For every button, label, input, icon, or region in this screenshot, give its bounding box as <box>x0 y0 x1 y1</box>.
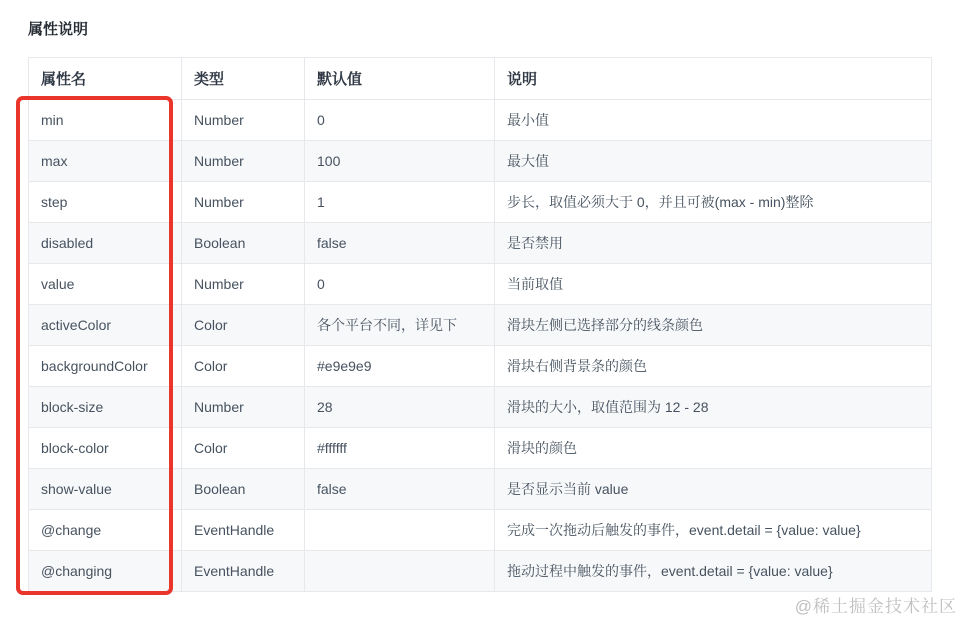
cell-default-value: 0 <box>305 264 495 305</box>
cell-description: 滑块的颜色 <box>495 428 932 469</box>
cell-prop-name: disabled <box>29 223 182 264</box>
header-cell-description: 说明 <box>495 58 932 100</box>
table-row <box>29 428 932 469</box>
cell-prop-name: max <box>29 141 182 182</box>
header-cell-default-value: 默认值 <box>305 58 495 100</box>
cell-prop-name: backgroundColor <box>29 346 182 387</box>
table-row <box>29 510 932 551</box>
cell-default-value: false <box>305 223 495 264</box>
watermark: @稀土掘金技术社区 <box>794 597 957 616</box>
cell-type: Color <box>182 346 305 387</box>
cell-description: 完成一次拖动后触发的事件，event.detail = {value: value} <box>495 510 932 551</box>
cell-default-value <box>305 551 495 592</box>
cell-type: EventHandle <box>182 551 305 592</box>
cell-default-value: 各个平台不同，详见下 <box>305 305 495 346</box>
cell-description: 是否禁用 <box>495 223 932 264</box>
header-cell-prop-name: 属性名 <box>29 58 182 100</box>
cell-description: 滑块右侧背景条的颜色 <box>495 346 932 387</box>
cell-description: 滑块左侧已选择部分的线条颜色 <box>495 305 932 346</box>
cell-type: Number <box>182 264 305 305</box>
table-header-row <box>29 58 932 100</box>
cell-default-value: 1 <box>305 182 495 223</box>
cell-description: 滑块的大小，取值范围为 12 - 28 <box>495 387 932 428</box>
cell-prop-name: step <box>29 182 182 223</box>
cell-type: EventHandle <box>182 510 305 551</box>
cell-prop-name: block-color <box>29 428 182 469</box>
table-row <box>29 264 932 305</box>
cell-type: Number <box>182 387 305 428</box>
table-row <box>29 346 932 387</box>
cell-type: Color <box>182 305 305 346</box>
page-title: 属性说明 <box>28 21 89 38</box>
cell-default-value: #ffffff <box>305 428 495 469</box>
cell-default-value <box>305 510 495 551</box>
cell-prop-name: @changing <box>29 551 182 592</box>
table-body <box>29 100 932 592</box>
cell-prop-name: activeColor <box>29 305 182 346</box>
cell-prop-name: min <box>29 100 182 141</box>
cell-prop-name: @change <box>29 510 182 551</box>
table-row <box>29 305 932 346</box>
cell-default-value: 0 <box>305 100 495 141</box>
cell-default-value: 100 <box>305 141 495 182</box>
cell-default-value: 28 <box>305 387 495 428</box>
table-row <box>29 100 932 141</box>
cell-default-value: false <box>305 469 495 510</box>
table-row <box>29 469 932 510</box>
cell-description: 当前取值 <box>495 264 932 305</box>
table-row <box>29 551 932 592</box>
cell-description: 最大值 <box>495 141 932 182</box>
cell-description: 最小值 <box>495 100 932 141</box>
cell-type: Boolean <box>182 469 305 510</box>
table-row <box>29 223 932 264</box>
cell-description: 步长，取值必须大于 0，并且可被(max - min)整除 <box>495 182 932 223</box>
header-cell-type: 类型 <box>182 58 305 100</box>
cell-type: Number <box>182 182 305 223</box>
cell-prop-name: block-size <box>29 387 182 428</box>
cell-prop-name: show-value <box>29 469 182 510</box>
table-row <box>29 182 932 223</box>
cell-type: Color <box>182 428 305 469</box>
table-row <box>29 387 932 428</box>
cell-prop-name: value <box>29 264 182 305</box>
cell-type: Number <box>182 100 305 141</box>
cell-description: 是否显示当前 value <box>495 469 932 510</box>
cell-default-value: #e9e9e9 <box>305 346 495 387</box>
cell-type: Boolean <box>182 223 305 264</box>
table-row <box>29 141 932 182</box>
cell-type: Number <box>182 141 305 182</box>
cell-description: 拖动过程中触发的事件，event.detail = {value: value} <box>495 551 932 592</box>
properties-table <box>28 57 932 592</box>
